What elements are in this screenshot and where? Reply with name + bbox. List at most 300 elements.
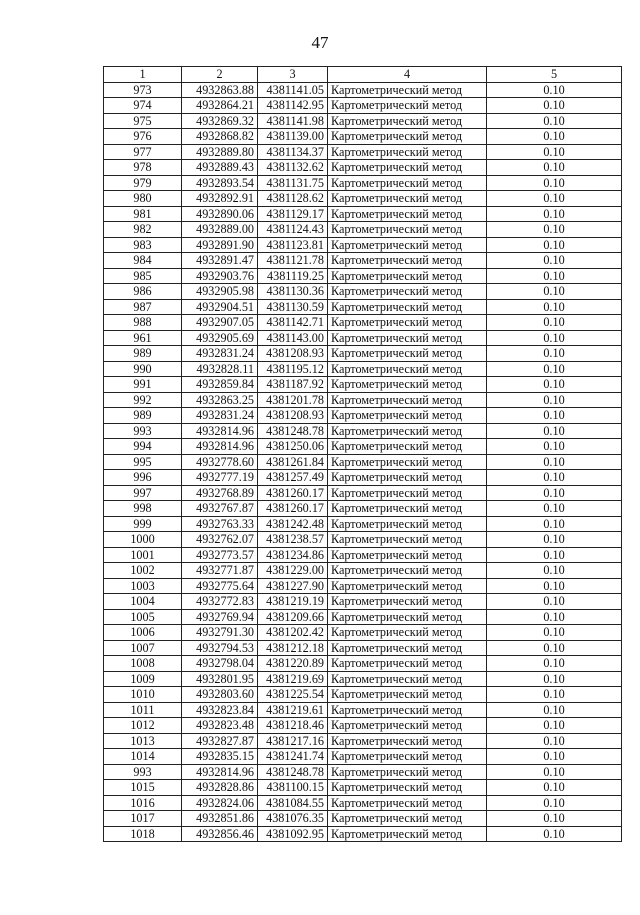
method-cell: Картометрический метод: [328, 408, 487, 424]
table-row: [104, 222, 622, 238]
table-row: [104, 191, 622, 207]
x-coordinate-cell: 4932769.94: [182, 609, 258, 625]
accuracy-cell: 0.10: [487, 408, 622, 424]
point-number-cell: 989: [104, 346, 182, 362]
method-cell: Картометрический метод: [328, 346, 487, 362]
method-cell: Картометрический метод: [328, 237, 487, 253]
method-cell: Картометрический метод: [328, 547, 487, 563]
column-header: 3: [258, 67, 328, 83]
y-coordinate-cell: 4381225.54: [258, 687, 328, 703]
table-row: [104, 408, 622, 424]
table-row: [104, 656, 622, 672]
method-cell: Картометрический метод: [328, 749, 487, 765]
y-coordinate-cell: 4381131.75: [258, 175, 328, 191]
method-cell: Картометрический метод: [328, 361, 487, 377]
accuracy-cell: 0.10: [487, 764, 622, 780]
point-number-cell: 999: [104, 516, 182, 532]
accuracy-cell: 0.10: [487, 299, 622, 315]
point-number-cell: 1006: [104, 625, 182, 641]
x-coordinate-cell: 4932892.91: [182, 191, 258, 207]
table-row: [104, 733, 622, 749]
accuracy-cell: 0.10: [487, 144, 622, 160]
x-coordinate-cell: 4932814.96: [182, 439, 258, 455]
x-coordinate-cell: 4932794.53: [182, 640, 258, 656]
table-row: [104, 98, 622, 114]
table-row: [104, 578, 622, 594]
accuracy-cell: 0.10: [487, 609, 622, 625]
y-coordinate-cell: 4381250.06: [258, 439, 328, 455]
method-cell: Картометрический метод: [328, 640, 487, 656]
point-number-cell: 988: [104, 315, 182, 331]
table-row: [104, 175, 622, 191]
x-coordinate-cell: 4932823.84: [182, 702, 258, 718]
accuracy-cell: 0.10: [487, 98, 622, 114]
method-cell: Картометрический метод: [328, 377, 487, 393]
point-number-cell: 1002: [104, 563, 182, 579]
x-coordinate-cell: 4932824.06: [182, 795, 258, 811]
x-coordinate-cell: 4932869.32: [182, 113, 258, 129]
point-number-cell: 981: [104, 206, 182, 222]
method-cell: Картометрический метод: [328, 299, 487, 315]
table-row: [104, 346, 622, 362]
point-number-cell: 1008: [104, 656, 182, 672]
y-coordinate-cell: 4381227.90: [258, 578, 328, 594]
x-coordinate-cell: 4932828.11: [182, 361, 258, 377]
method-cell: Картометрический метод: [328, 315, 487, 331]
accuracy-cell: 0.10: [487, 175, 622, 191]
accuracy-cell: 0.10: [487, 563, 622, 579]
x-coordinate-cell: 4932778.60: [182, 454, 258, 470]
method-cell: Картометрический метод: [328, 702, 487, 718]
x-coordinate-cell: 4932768.89: [182, 485, 258, 501]
accuracy-cell: 0.10: [487, 315, 622, 331]
x-coordinate-cell: 4932889.43: [182, 160, 258, 176]
y-coordinate-cell: 4381209.66: [258, 609, 328, 625]
accuracy-cell: 0.10: [487, 733, 622, 749]
method-cell: Картометрический метод: [328, 811, 487, 827]
table-row: [104, 749, 622, 765]
method-cell: Картометрический метод: [328, 268, 487, 284]
y-coordinate-cell: 4381119.25: [258, 268, 328, 284]
accuracy-cell: 0.10: [487, 718, 622, 734]
table-row: [104, 268, 622, 284]
y-coordinate-cell: 4381130.36: [258, 284, 328, 300]
accuracy-cell: 0.10: [487, 811, 622, 827]
accuracy-cell: 0.10: [487, 485, 622, 501]
x-coordinate-cell: 4932891.90: [182, 237, 258, 253]
table-row: [104, 625, 622, 641]
accuracy-cell: 0.10: [487, 346, 622, 362]
method-cell: Картометрический метод: [328, 733, 487, 749]
y-coordinate-cell: 4381248.78: [258, 423, 328, 439]
y-coordinate-cell: 4381241.74: [258, 749, 328, 765]
x-coordinate-cell: 4932762.07: [182, 532, 258, 548]
point-number-cell: 998: [104, 501, 182, 517]
point-number-cell: 978: [104, 160, 182, 176]
y-coordinate-cell: 4381142.95: [258, 98, 328, 114]
x-coordinate-cell: 4932803.60: [182, 687, 258, 703]
point-number-cell: 1007: [104, 640, 182, 656]
table-row: [104, 501, 622, 517]
accuracy-cell: 0.10: [487, 113, 622, 129]
point-number-cell: 975: [104, 113, 182, 129]
point-number-cell: 1011: [104, 702, 182, 718]
y-coordinate-cell: 4381129.17: [258, 206, 328, 222]
y-coordinate-cell: 4381195.12: [258, 361, 328, 377]
table-row: [104, 82, 622, 98]
accuracy-cell: 0.10: [487, 501, 622, 517]
y-coordinate-cell: 4381132.62: [258, 160, 328, 176]
y-coordinate-cell: 4381141.98: [258, 113, 328, 129]
x-coordinate-cell: 4932823.48: [182, 718, 258, 734]
table-row: [104, 129, 622, 145]
column-header: 4: [328, 67, 487, 83]
method-cell: Картометрический метод: [328, 423, 487, 439]
y-coordinate-cell: 4381208.93: [258, 408, 328, 424]
point-number-cell: 1015: [104, 780, 182, 796]
accuracy-cell: 0.10: [487, 640, 622, 656]
point-number-cell: 991: [104, 377, 182, 393]
table-row: [104, 718, 622, 734]
point-number-cell: 1005: [104, 609, 182, 625]
method-cell: Картометрический метод: [328, 687, 487, 703]
x-coordinate-cell: 4932864.21: [182, 98, 258, 114]
accuracy-cell: 0.10: [487, 826, 622, 842]
y-coordinate-cell: 4381208.93: [258, 346, 328, 362]
table-row: [104, 516, 622, 532]
x-coordinate-cell: 4932777.19: [182, 470, 258, 486]
accuracy-cell: 0.10: [487, 129, 622, 145]
point-number-cell: 1013: [104, 733, 182, 749]
point-number-cell: 1014: [104, 749, 182, 765]
table-row: [104, 144, 622, 160]
method-cell: Картометрический метод: [328, 795, 487, 811]
table-row: [104, 439, 622, 455]
x-coordinate-cell: 4932904.51: [182, 299, 258, 315]
y-coordinate-cell: 4381100.15: [258, 780, 328, 796]
table-row: [104, 640, 622, 656]
x-coordinate-cell: 4932798.04: [182, 656, 258, 672]
method-cell: Картометрический метод: [328, 485, 487, 501]
x-coordinate-cell: 4932863.88: [182, 82, 258, 98]
method-cell: Картометрический метод: [328, 826, 487, 842]
y-coordinate-cell: 4381124.43: [258, 222, 328, 238]
method-cell: Картометрический метод: [328, 609, 487, 625]
point-number-cell: 974: [104, 98, 182, 114]
table-header: [104, 67, 622, 83]
point-number-cell: 1010: [104, 687, 182, 703]
table-row: [104, 671, 622, 687]
y-coordinate-cell: 4381234.86: [258, 547, 328, 563]
accuracy-cell: 0.10: [487, 330, 622, 346]
y-coordinate-cell: 4381139.00: [258, 129, 328, 145]
point-number-cell: 990: [104, 361, 182, 377]
point-number-cell: 994: [104, 439, 182, 455]
table-row: [104, 330, 622, 346]
table-body: [104, 82, 622, 842]
table-row: [104, 780, 622, 796]
table-row: [104, 113, 622, 129]
y-coordinate-cell: 4381141.05: [258, 82, 328, 98]
accuracy-cell: 0.10: [487, 206, 622, 222]
accuracy-cell: 0.10: [487, 222, 622, 238]
point-number-cell: 993: [104, 423, 182, 439]
method-cell: Картометрический метод: [328, 160, 487, 176]
point-number-cell: 986: [104, 284, 182, 300]
point-number-cell: 985: [104, 268, 182, 284]
y-coordinate-cell: 4381220.89: [258, 656, 328, 672]
point-number-cell: 984: [104, 253, 182, 269]
point-number-cell: 1004: [104, 594, 182, 610]
x-coordinate-cell: 4932771.87: [182, 563, 258, 579]
x-coordinate-cell: 4932814.96: [182, 764, 258, 780]
method-cell: Картометрический метод: [328, 330, 487, 346]
x-coordinate-cell: 4932905.98: [182, 284, 258, 300]
x-coordinate-cell: 4932835.15: [182, 749, 258, 765]
table-row: [104, 454, 622, 470]
table-row: [104, 392, 622, 408]
accuracy-cell: 0.10: [487, 191, 622, 207]
y-coordinate-cell: 4381130.59: [258, 299, 328, 315]
x-coordinate-cell: 4932863.25: [182, 392, 258, 408]
accuracy-cell: 0.10: [487, 795, 622, 811]
table-row: [104, 361, 622, 377]
accuracy-cell: 0.10: [487, 253, 622, 269]
x-coordinate-cell: 4932767.87: [182, 501, 258, 517]
y-coordinate-cell: 4381084.55: [258, 795, 328, 811]
y-coordinate-cell: 4381143.00: [258, 330, 328, 346]
y-coordinate-cell: 4381076.35: [258, 811, 328, 827]
x-coordinate-cell: 4932868.82: [182, 129, 258, 145]
accuracy-cell: 0.10: [487, 749, 622, 765]
method-cell: Картометрический метод: [328, 501, 487, 517]
method-cell: Картометрический метод: [328, 532, 487, 548]
y-coordinate-cell: 4381092.95: [258, 826, 328, 842]
point-number-cell: 973: [104, 82, 182, 98]
method-cell: Картометрический метод: [328, 175, 487, 191]
table-row: [104, 547, 622, 563]
method-cell: Картометрический метод: [328, 671, 487, 687]
method-cell: Картометрический метод: [328, 253, 487, 269]
table-row: [104, 423, 622, 439]
table-row: [104, 470, 622, 486]
y-coordinate-cell: 4381260.17: [258, 501, 328, 517]
y-coordinate-cell: 4381257.49: [258, 470, 328, 486]
y-coordinate-cell: 4381229.00: [258, 563, 328, 579]
accuracy-cell: 0.10: [487, 578, 622, 594]
x-coordinate-cell: 4932772.83: [182, 594, 258, 610]
accuracy-cell: 0.10: [487, 547, 622, 563]
table-row: [104, 532, 622, 548]
accuracy-cell: 0.10: [487, 237, 622, 253]
column-header: 5: [487, 67, 622, 83]
table-row: [104, 206, 622, 222]
point-number-cell: 995: [104, 454, 182, 470]
page-number: 47: [311, 33, 329, 52]
table-row: [104, 687, 622, 703]
y-coordinate-cell: 4381134.37: [258, 144, 328, 160]
y-coordinate-cell: 4381218.46: [258, 718, 328, 734]
x-coordinate-cell: 4932889.00: [182, 222, 258, 238]
x-coordinate-cell: 4932890.06: [182, 206, 258, 222]
x-coordinate-cell: 4932775.64: [182, 578, 258, 594]
method-cell: Картометрический метод: [328, 129, 487, 145]
point-number-cell: 982: [104, 222, 182, 238]
x-coordinate-cell: 4932903.76: [182, 268, 258, 284]
x-coordinate-cell: 4932773.57: [182, 547, 258, 563]
point-number-cell: 1016: [104, 795, 182, 811]
point-number-cell: 980: [104, 191, 182, 207]
point-number-cell: 987: [104, 299, 182, 315]
table-row: [104, 299, 622, 315]
x-coordinate-cell: 4932893.54: [182, 175, 258, 191]
method-cell: Картометрический метод: [328, 98, 487, 114]
table-row: [104, 609, 622, 625]
point-number-cell: 996: [104, 470, 182, 486]
table-row: [104, 237, 622, 253]
method-cell: Картометрический метод: [328, 113, 487, 129]
method-cell: Картометрический метод: [328, 284, 487, 300]
point-number-cell: 997: [104, 485, 182, 501]
point-number-cell: 1018: [104, 826, 182, 842]
column-header: 2: [182, 67, 258, 83]
coordinates-table: [103, 66, 622, 842]
table-row: [104, 826, 622, 842]
y-coordinate-cell: 4381123.81: [258, 237, 328, 253]
accuracy-cell: 0.10: [487, 439, 622, 455]
accuracy-cell: 0.10: [487, 780, 622, 796]
x-coordinate-cell: 4932859.84: [182, 377, 258, 393]
accuracy-cell: 0.10: [487, 671, 622, 687]
table-row: [104, 702, 622, 718]
table-row: [104, 160, 622, 176]
x-coordinate-cell: 4932889.80: [182, 144, 258, 160]
method-cell: Картометрический метод: [328, 144, 487, 160]
method-cell: Картометрический метод: [328, 780, 487, 796]
table-row: [104, 764, 622, 780]
y-coordinate-cell: 4381202.42: [258, 625, 328, 641]
accuracy-cell: 0.10: [487, 361, 622, 377]
y-coordinate-cell: 4381248.78: [258, 764, 328, 780]
x-coordinate-cell: 4932891.47: [182, 253, 258, 269]
y-coordinate-cell: 4381217.16: [258, 733, 328, 749]
point-number-cell: 983: [104, 237, 182, 253]
method-cell: Картометрический метод: [328, 764, 487, 780]
x-coordinate-cell: 4932827.87: [182, 733, 258, 749]
point-number-cell: 1009: [104, 671, 182, 687]
x-coordinate-cell: 4932791.30: [182, 625, 258, 641]
method-cell: Картометрический метод: [328, 594, 487, 610]
table-row: [104, 253, 622, 269]
method-cell: Картометрический метод: [328, 656, 487, 672]
point-number-cell: 979: [104, 175, 182, 191]
point-number-cell: 993: [104, 764, 182, 780]
y-coordinate-cell: 4381238.57: [258, 532, 328, 548]
accuracy-cell: 0.10: [487, 284, 622, 300]
method-cell: Картометрический метод: [328, 625, 487, 641]
y-coordinate-cell: 4381261.84: [258, 454, 328, 470]
x-coordinate-cell: 4932828.86: [182, 780, 258, 796]
x-coordinate-cell: 4932907.05: [182, 315, 258, 331]
point-number-cell: 1017: [104, 811, 182, 827]
accuracy-cell: 0.10: [487, 470, 622, 486]
y-coordinate-cell: 4381260.17: [258, 485, 328, 501]
y-coordinate-cell: 4381219.69: [258, 671, 328, 687]
method-cell: Картометрический метод: [328, 392, 487, 408]
x-coordinate-cell: 4932851.86: [182, 811, 258, 827]
y-coordinate-cell: 4381142.71: [258, 315, 328, 331]
accuracy-cell: 0.10: [487, 594, 622, 610]
accuracy-cell: 0.10: [487, 82, 622, 98]
accuracy-cell: 0.10: [487, 516, 622, 532]
accuracy-cell: 0.10: [487, 160, 622, 176]
method-cell: Картометрический метод: [328, 718, 487, 734]
y-coordinate-cell: 4381121.78: [258, 253, 328, 269]
accuracy-cell: 0.10: [487, 702, 622, 718]
method-cell: Картометрический метод: [328, 470, 487, 486]
accuracy-cell: 0.10: [487, 532, 622, 548]
table-row: [104, 811, 622, 827]
x-coordinate-cell: 4932905.69: [182, 330, 258, 346]
table-row: [104, 315, 622, 331]
x-coordinate-cell: 4932831.24: [182, 408, 258, 424]
x-coordinate-cell: 4932801.95: [182, 671, 258, 687]
y-coordinate-cell: 4381219.61: [258, 702, 328, 718]
accuracy-cell: 0.10: [487, 377, 622, 393]
x-coordinate-cell: 4932763.33: [182, 516, 258, 532]
y-coordinate-cell: 4381187.92: [258, 377, 328, 393]
point-number-cell: 989: [104, 408, 182, 424]
method-cell: Картометрический метод: [328, 206, 487, 222]
table-row: [104, 377, 622, 393]
accuracy-cell: 0.10: [487, 454, 622, 470]
point-number-cell: 961: [104, 330, 182, 346]
y-coordinate-cell: 4381212.18: [258, 640, 328, 656]
point-number-cell: 1000: [104, 532, 182, 548]
table-row: [104, 594, 622, 610]
table-row: [104, 563, 622, 579]
table-row: [104, 284, 622, 300]
y-coordinate-cell: 4381219.19: [258, 594, 328, 610]
method-cell: Картометрический метод: [328, 439, 487, 455]
header-row: [104, 67, 622, 83]
method-cell: Картометрический метод: [328, 222, 487, 238]
table-row: [104, 795, 622, 811]
accuracy-cell: 0.10: [487, 656, 622, 672]
point-number-cell: 1012: [104, 718, 182, 734]
point-number-cell: 976: [104, 129, 182, 145]
accuracy-cell: 0.10: [487, 687, 622, 703]
accuracy-cell: 0.10: [487, 423, 622, 439]
accuracy-cell: 0.10: [487, 268, 622, 284]
method-cell: Картометрический метод: [328, 82, 487, 98]
y-coordinate-cell: 4381242.48: [258, 516, 328, 532]
y-coordinate-cell: 4381128.62: [258, 191, 328, 207]
method-cell: Картометрический метод: [328, 578, 487, 594]
y-coordinate-cell: 4381201.78: [258, 392, 328, 408]
accuracy-cell: 0.10: [487, 392, 622, 408]
x-coordinate-cell: 4932856.46: [182, 826, 258, 842]
x-coordinate-cell: 4932831.24: [182, 346, 258, 362]
accuracy-cell: 0.10: [487, 625, 622, 641]
method-cell: Картометрический метод: [328, 454, 487, 470]
x-coordinate-cell: 4932814.96: [182, 423, 258, 439]
method-cell: Картометрический метод: [328, 563, 487, 579]
table-row: [104, 485, 622, 501]
column-header: 1: [104, 67, 182, 83]
method-cell: Картометрический метод: [328, 516, 487, 532]
point-number-cell: 992: [104, 392, 182, 408]
